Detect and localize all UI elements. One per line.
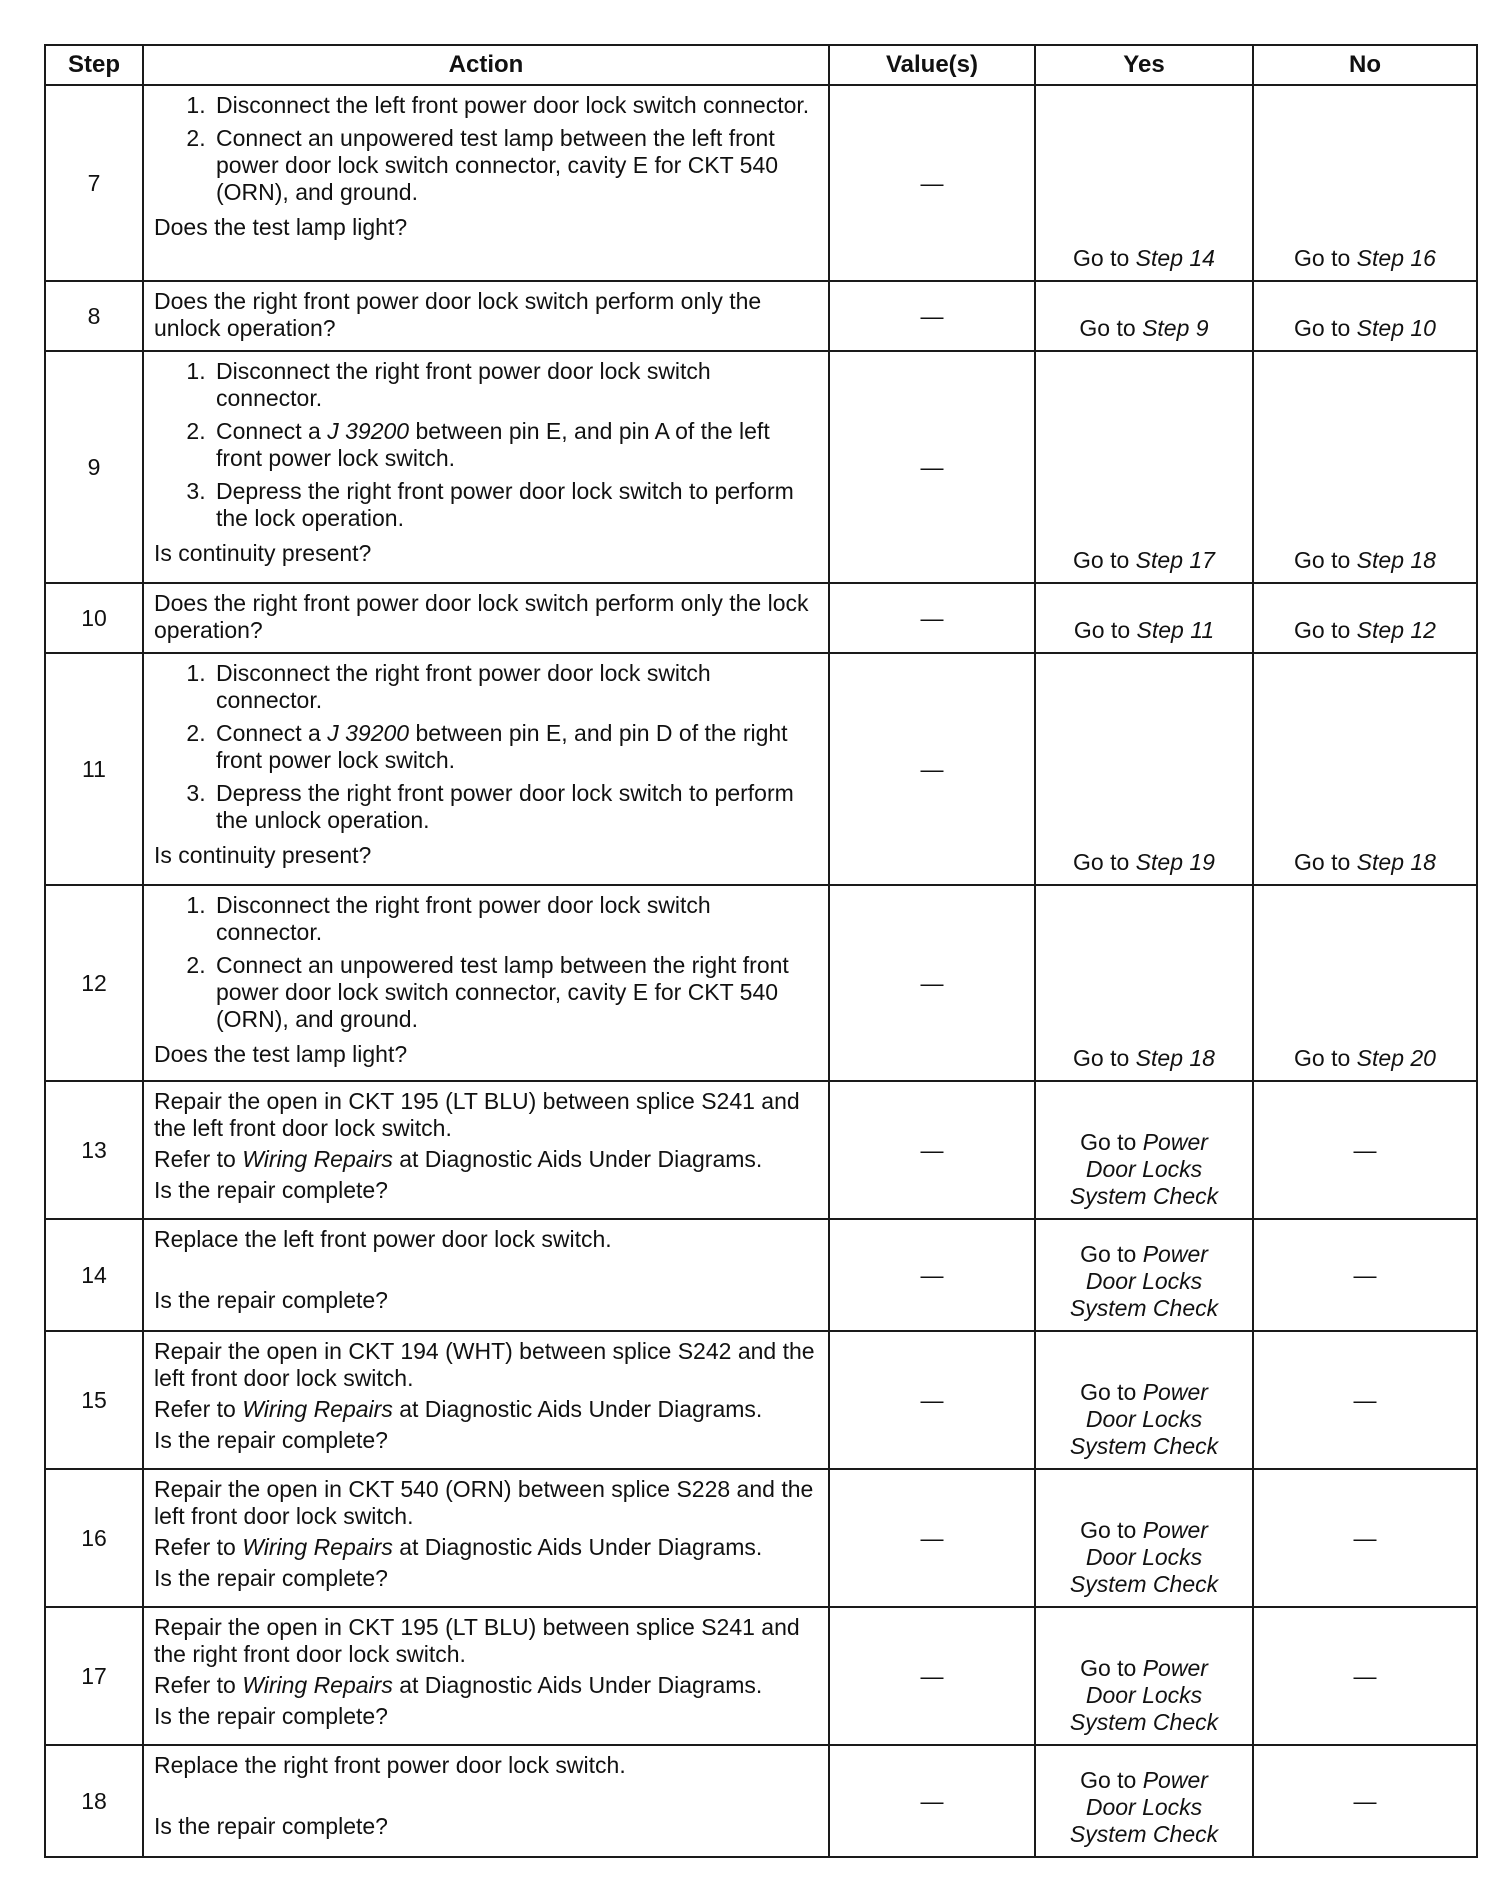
dash: —	[920, 1662, 944, 1689]
dash: —	[1353, 1787, 1377, 1814]
wiring-repairs-link[interactable]: Wiring Repairs	[242, 1534, 393, 1560]
action-question: Is continuity present?	[154, 842, 372, 868]
wiring-repairs-link[interactable]: Wiring Repairs	[242, 1672, 393, 1698]
action-cell	[143, 653, 829, 885]
header-yes: Yes	[1035, 45, 1253, 85]
dash: —	[1353, 1662, 1377, 1689]
step-number: 13	[45, 1081, 143, 1219]
yes-step-link[interactable]: 18	[1189, 1045, 1215, 1071]
step-number: 7	[45, 85, 143, 281]
table-row	[45, 1219, 1477, 1331]
step-number: 16	[45, 1469, 143, 1607]
value-cell	[829, 281, 1035, 351]
dash: —	[920, 169, 944, 196]
no-cell	[1253, 1219, 1477, 1331]
no-cell	[1253, 1745, 1477, 1857]
yes-cell: Go to Power Door Locks System Check	[1035, 1219, 1253, 1331]
yes-cell: Go to Step 18	[1035, 885, 1253, 1081]
no-cell	[1253, 1331, 1477, 1469]
list-item: 2. Connect an unpowered test lamp between the right front power door lock switch connector, cavity E for CKT 540 (ORN), and ground.	[212, 952, 818, 1033]
refer-text: Refer to Wiring Repairs at Diagnostic Aids Under Diagrams.	[154, 1534, 763, 1560]
action-cell	[143, 1607, 829, 1745]
no-cell	[1253, 1607, 1477, 1745]
no-cell: Go to Step 18	[1253, 653, 1477, 885]
action-cell	[143, 1081, 829, 1219]
yes-cell: Go to Power Door Locks System Check	[1035, 1081, 1253, 1219]
dash: —	[920, 1261, 944, 1288]
list-item: 1. Disconnect the left front power door lock switch connector.	[212, 92, 818, 119]
action-text: Replace the left front power door lock switch.	[154, 1226, 612, 1252]
list-item: 3. Depress the right front power door lock switch to perform the lock operation.	[212, 478, 818, 532]
table-row	[45, 1607, 1477, 1745]
yes-cell: Go to Step 9	[1035, 281, 1253, 351]
list-item: 2. Connect a J 39200 between pin E, and pin A of the left front power lock switch.	[212, 418, 818, 472]
step-number: 12	[45, 885, 143, 1081]
no-step-link[interactable]: 12	[1410, 617, 1436, 643]
yes-step-link[interactable]: 9	[1195, 315, 1209, 341]
no-cell: Go to Step 18	[1253, 351, 1477, 583]
refer-text: Refer to Wiring Repairs at Diagnostic Aids Under Diagrams.	[154, 1396, 763, 1422]
step-number: 15	[45, 1331, 143, 1469]
step-number: 17	[45, 1607, 143, 1745]
action-cell	[143, 281, 829, 351]
yes-cell: Go to Step 17	[1035, 351, 1253, 583]
value-cell	[829, 885, 1035, 1081]
value-cell	[829, 1081, 1035, 1219]
no-step-link[interactable]: 20	[1410, 1045, 1436, 1071]
no-step-link[interactable]: 10	[1410, 315, 1436, 341]
value-cell	[829, 1469, 1035, 1607]
action-question: Is the repair complete?	[154, 1703, 388, 1729]
header-no: No	[1253, 45, 1477, 85]
wiring-repairs-link[interactable]: Wiring Repairs	[242, 1396, 393, 1422]
dash: —	[1353, 1386, 1377, 1413]
dash: —	[920, 1787, 944, 1814]
system-check-link[interactable]: Power	[1142, 1767, 1208, 1793]
table-row	[45, 885, 1477, 1081]
refer-text: Refer to Wiring Repairs at Diagnostic Aids Under Diagrams.	[154, 1146, 763, 1172]
action-question: Does the right front power door lock switch perform only the unlock operation?	[154, 288, 762, 341]
no-step-link[interactable]: 16	[1410, 245, 1436, 271]
dash: —	[1353, 1261, 1377, 1288]
yes-step-link[interactable]: 11	[1190, 617, 1215, 643]
no-step-link[interactable]: 18	[1410, 849, 1436, 875]
dash: —	[920, 1524, 944, 1551]
no-cell	[1253, 1469, 1477, 1607]
action-cell	[143, 1745, 829, 1857]
action-question: Is the repair complete?	[154, 1565, 388, 1591]
table-row	[45, 653, 1477, 885]
value-cell	[829, 653, 1035, 885]
value-cell	[829, 583, 1035, 653]
action-question: Is continuity present?	[154, 540, 372, 566]
header-action: Action	[143, 45, 829, 85]
dash: —	[920, 302, 944, 329]
value-cell	[829, 85, 1035, 281]
step-number: 11	[45, 653, 143, 885]
step-number: 8	[45, 281, 143, 351]
dash: —	[920, 1136, 944, 1163]
action-question: Is the repair complete?	[154, 1287, 388, 1313]
list-item: 1. Disconnect the right front power door lock switch connector.	[212, 660, 818, 714]
system-check-link[interactable]: Power	[1142, 1379, 1208, 1405]
table-row	[45, 351, 1477, 583]
value-cell	[829, 351, 1035, 583]
value-cell	[829, 1219, 1035, 1331]
action-cell	[143, 351, 829, 583]
yes-cell: Go to Step 19	[1035, 653, 1253, 885]
system-check-link[interactable]: Power	[1142, 1129, 1208, 1155]
list-item: 1. Disconnect the right front power door lock switch connector.	[212, 358, 818, 412]
table-row	[45, 583, 1477, 653]
action-question: Is the repair complete?	[154, 1427, 388, 1453]
action-text: Repair the open in CKT 194 (WHT) between splice S242 and the left front door lock switch.	[154, 1338, 815, 1391]
no-cell: Go to Step 10	[1253, 281, 1477, 351]
dash: —	[1353, 1136, 1377, 1163]
no-cell: Go to Step 12	[1253, 583, 1477, 653]
action-question: Does the right front power door lock switch perform only the lock operation?	[154, 590, 809, 643]
diagnostic-table-container	[44, 44, 1476, 1858]
yes-cell: Go to Power Door Locks System Check	[1035, 1331, 1253, 1469]
action-cell	[143, 1469, 829, 1607]
step-number: 10	[45, 583, 143, 653]
yes-cell: Go to Step 11	[1035, 583, 1253, 653]
tool-name: J 39200	[327, 418, 410, 444]
step-number: 14	[45, 1219, 143, 1331]
dash: —	[920, 604, 944, 631]
action-text: Replace the right front power door lock switch.	[154, 1752, 626, 1778]
action-question: Is the repair complete?	[154, 1177, 388, 1203]
dash: —	[1353, 1524, 1377, 1551]
list-item: 2. Connect a J 39200 between pin E, and pin D of the right front power lock switch.	[212, 720, 818, 774]
dash: —	[920, 453, 944, 480]
table-row	[45, 1081, 1477, 1219]
dash: —	[920, 969, 944, 996]
dash: —	[920, 755, 944, 782]
value-cell	[829, 1331, 1035, 1469]
yes-step-link[interactable]: 17	[1189, 547, 1215, 573]
table-row	[45, 1745, 1477, 1857]
action-text: Repair the open in CKT 195 (LT BLU) between splice S241 and the right front door lock switch.	[154, 1614, 800, 1667]
tool-name: J 39200	[327, 720, 410, 746]
system-check-link[interactable]: Power	[1142, 1241, 1208, 1267]
action-cell	[143, 885, 829, 1081]
action-question: Is the repair complete?	[154, 1813, 388, 1839]
no-cell: Go to Step 20	[1253, 885, 1477, 1081]
table-row	[45, 1331, 1477, 1469]
yes-cell: Go to Power Door Locks System Check	[1035, 1745, 1253, 1857]
action-cell	[143, 85, 829, 281]
header-values: Value(s)	[829, 45, 1035, 85]
action-list	[154, 92, 818, 206]
wiring-repairs-link[interactable]: Wiring Repairs	[242, 1146, 393, 1172]
refer-text: Refer to Wiring Repairs at Diagnostic Aids Under Diagrams.	[154, 1672, 763, 1698]
action-list	[154, 358, 818, 532]
action-cell	[143, 1331, 829, 1469]
system-check-link[interactable]: Power	[1142, 1655, 1208, 1681]
diagnostic-table	[44, 44, 1478, 1858]
value-cell	[829, 1745, 1035, 1857]
table-row	[45, 281, 1477, 351]
header-step: Step	[45, 45, 143, 85]
action-cell	[143, 1219, 829, 1331]
step-number: 9	[45, 351, 143, 583]
no-step-link[interactable]: 18	[1410, 547, 1436, 573]
yes-cell: Go to Power Door Locks System Check	[1035, 1469, 1253, 1607]
action-text: Repair the open in CKT 195 (LT BLU) between splice S241 and the left front door lock switch.	[154, 1088, 800, 1141]
action-list	[154, 892, 818, 1033]
table-row	[45, 85, 1477, 281]
yes-cell: Go to Power Door Locks System Check	[1035, 1607, 1253, 1745]
yes-step-link[interactable]: 14	[1189, 245, 1215, 271]
action-text: Repair the open in CKT 540 (ORN) between splice S228 and the left front door lock switch.	[154, 1476, 814, 1529]
yes-cell: Go to Step 14	[1035, 85, 1253, 281]
table-header-row	[45, 45, 1477, 85]
action-question: Does the test lamp light?	[154, 214, 408, 240]
system-check-link[interactable]: Power	[1142, 1517, 1208, 1543]
no-cell	[1253, 1081, 1477, 1219]
list-item: 1. Disconnect the right front power door lock switch connector.	[212, 892, 818, 946]
list-item: 3. Depress the right front power door lock switch to perform the unlock operation.	[212, 780, 818, 834]
no-cell: Go to Step 16	[1253, 85, 1477, 281]
yes-step-link[interactable]: 19	[1189, 849, 1215, 875]
table-row	[45, 1469, 1477, 1607]
action-cell	[143, 583, 829, 653]
value-cell	[829, 1607, 1035, 1745]
action-question: Does the test lamp light?	[154, 1041, 408, 1067]
step-number: 18	[45, 1745, 143, 1857]
dash: —	[920, 1386, 944, 1413]
action-list	[154, 660, 818, 834]
list-item: 2. Connect an unpowered test lamp between the left front power door lock switch connector, cavity E for CKT 540 (ORN), and ground.	[212, 125, 818, 206]
